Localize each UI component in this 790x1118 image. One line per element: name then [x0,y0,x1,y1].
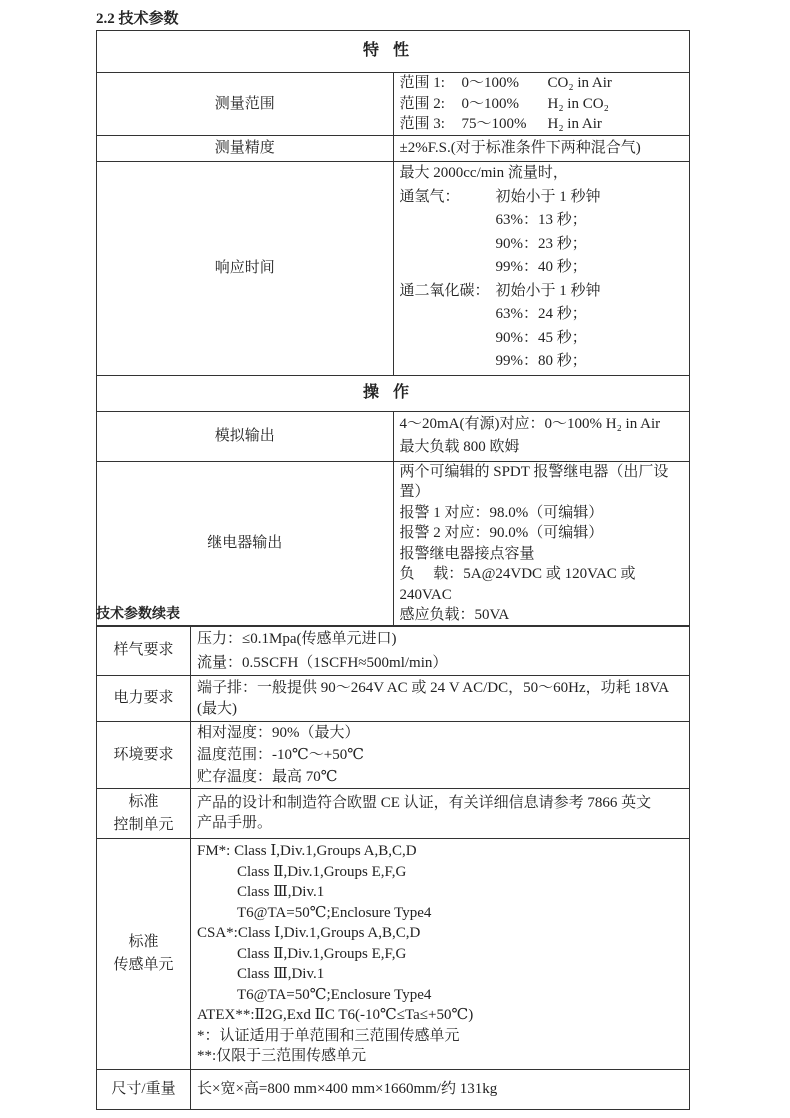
row-value: 长×宽×高=800 mm×400 mm×1660mm/约 131kg [191,1070,690,1110]
line: 两个可编辑的 SPDT 报警继电器（出厂设置） [399,463,669,500]
range-gas: H₂ in CO₂ [547,95,609,112]
line: Class Ⅱ,Div.1,Groups E,F,G [237,945,407,962]
line: 报警继电器接点容量 [399,545,535,562]
row-value [393,161,690,375]
line: 温度范围：-10℃～+50℃ [197,747,365,763]
row-sensor-unit [97,839,690,1070]
row-value [191,839,690,1070]
row-response [97,161,690,375]
row-label: 环境要求 [97,722,191,789]
line: 流量：0.5SCFH（1SCFH≈500ml/min） [197,654,448,671]
row-relay [97,461,690,626]
row-value [393,73,690,136]
line: FM*: Class Ⅰ,Div.1,Groups A,B,C,D [197,843,417,860]
line: 产品的设计和制造符合欧盟 CE 认证，有关详细信息请参考 7866 英文 [197,794,652,811]
range-value: 0～100% [461,95,519,112]
line: 报警 1 对应：98.0%（可编辑） [399,504,604,521]
row-label: 模拟输出 [97,411,394,461]
row-value [191,789,690,839]
line: Class Ⅱ,Div.1,Groups E,F,G [237,863,407,880]
spec-table-continued [96,625,690,1110]
line: Class Ⅲ,Div.1 [237,966,325,983]
range-value: 75～100% [461,116,527,132]
row-label: 测量范围 [97,73,394,136]
label-line: 传感单元 [113,957,174,973]
label-line: 标准 [128,934,159,950]
row-value: ±2%F.S.(对于标准条件下两种混合气) [393,135,690,161]
row-environment [97,722,690,789]
line: CSA*:Class Ⅰ,Div.1,Groups A,B,C,D [197,925,421,942]
line: 产品手册。 [197,815,273,832]
response-line: 63%：24 秒； [495,306,587,323]
label-line: 标准 [128,793,159,810]
spec-table [96,30,690,627]
line: 贮存温度：最高 70℃ [197,769,338,785]
response-line: 初始小于 1 秒钟 [495,188,601,205]
table2-title: 技术参数续表 [96,607,180,622]
row-power [97,676,690,722]
line: 压力：≤0.1Mpa(传感单元进口) [197,630,397,647]
label-line: 控制单元 [113,816,174,833]
response-line: 90%：23 秒； [495,235,587,252]
row-label: 响应时间 [97,161,394,375]
line: Class Ⅲ,Div.1 [237,884,325,901]
line: 最大负载 800 欧姆 [399,439,520,455]
range-gas: CO₂ in Air [547,75,612,91]
row-value [393,461,690,626]
response-line: 初始小于 1 秒钟 [495,282,601,299]
line: ATEX**:Ⅱ2G,Exd ⅡC T6(-10℃≤Ta≤+50℃) [197,1007,474,1024]
row-label: 测量精度 [97,135,394,161]
header-characteristics: 特性 [97,31,690,73]
line: T6@TA=50℃;Enclosure Type4 [237,986,432,1003]
response-line: 99%：40 秒； [495,259,587,276]
row-value [191,626,690,676]
range-gas: H₂ in Air [547,116,602,132]
row-accuracy [97,135,690,161]
row-value [393,411,690,461]
row-label: 尺寸/重量 [97,1070,191,1110]
row-value [191,722,690,789]
line: **:仅限于三范围传感单元 [197,1048,367,1065]
response-intro: 最大 2000cc/min 流量时， [399,165,568,182]
range-name: 范围 2: [399,95,445,112]
line: 负 载：5A@24VDC 或 120VAC 或 240VAC [399,566,636,603]
line: T6@TA=50℃;Enclosure Type4 [237,904,432,921]
response-line: 90%：45 秒； [495,329,587,346]
range-value: 0～100% [461,75,519,91]
h2-label: 通氢气： [399,188,460,205]
section-title: 2.2 技术参数 [96,11,179,27]
row-sample [97,626,690,676]
header-operation: 操作 [97,375,690,411]
response-line: 63%：13 秒； [495,212,587,229]
row-label [97,789,191,839]
line: *：认证适用于单范围和三范围传感单元 [197,1027,460,1044]
co2-label: 通二氧化碳： [399,282,490,299]
line: (最大) [197,700,237,717]
row-label [97,839,191,1070]
line: 端子排：一般提供 90～264V AC 或 24 V AC/DC，50～60Hz，功耗 18VA [197,680,670,697]
row-size-weight [97,1070,690,1110]
row-value [191,676,690,722]
row-label: 电力要求 [97,676,191,722]
range-name: 范围 1: [399,75,445,91]
row-analog [97,411,690,461]
line: 4～20mA(有源)对应：0～100% H₂ in Air [399,416,661,432]
response-line: 99%：80 秒； [495,353,587,370]
line: 感应负载：50VA [399,607,510,623]
row-label: 样气要求 [97,626,191,676]
line: 相对湿度：90%（最大） [197,725,360,741]
range-name: 范围 3: [399,116,445,132]
line: 报警 2 对应：90.0%（可编辑） [399,525,604,541]
row-label: 继电器输出 [97,461,394,626]
row-range [97,73,690,136]
row-control-unit [97,789,690,839]
